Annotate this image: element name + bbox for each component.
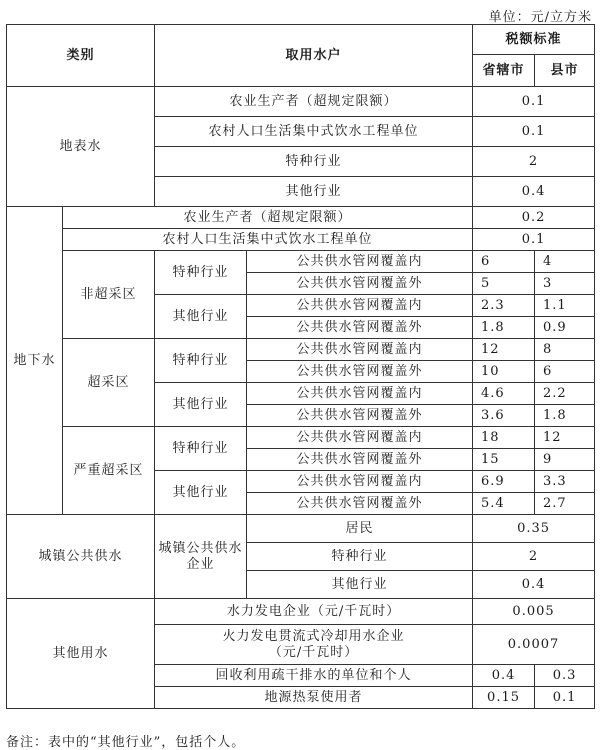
other-industry-label: 其他行业 bbox=[155, 471, 247, 515]
county-value: 2.7 bbox=[535, 493, 595, 515]
county-value: 12 bbox=[535, 427, 595, 449]
coverage-outside-label: 公共供水管网覆盖外 bbox=[247, 493, 473, 515]
surface-row-user: 农业生产者（超规定限额） bbox=[155, 87, 473, 117]
coverage-inside-label: 公共供水管网覆盖内 bbox=[247, 471, 473, 493]
province-value: 15 bbox=[473, 449, 535, 471]
province-value: 12 bbox=[473, 339, 535, 361]
province-value: 4.6 bbox=[473, 383, 535, 405]
county-value: 0.1 bbox=[535, 687, 595, 709]
groundwater-label: 地下水 bbox=[7, 207, 63, 515]
surface-row-user: 其他行业 bbox=[155, 177, 473, 207]
province-value: 18 bbox=[473, 427, 535, 449]
hydro-user: 水力发电企业（元/千瓦时） bbox=[155, 599, 473, 625]
surface-water-label: 地表水 bbox=[7, 87, 155, 207]
urban-row-value: 0.35 bbox=[473, 515, 595, 543]
county-value: 3 bbox=[535, 273, 595, 295]
province-value: 3.6 bbox=[473, 405, 535, 427]
surface-row-value: 0.1 bbox=[473, 87, 595, 117]
county-value: 4 bbox=[535, 251, 595, 273]
coverage-inside-label: 公共供水管网覆盖内 bbox=[247, 251, 473, 273]
county-value: 8 bbox=[535, 339, 595, 361]
zone-label: 超采区 bbox=[63, 339, 155, 427]
hydro-value: 0.005 bbox=[473, 599, 595, 625]
special-industry-label: 特种行业 bbox=[155, 427, 247, 471]
surface-row-user: 农村人口生活集中式饮水工程单位 bbox=[155, 117, 473, 147]
county-value: 0.9 bbox=[535, 317, 595, 339]
urban-row-value: 2 bbox=[473, 543, 595, 571]
county-value: 2.2 bbox=[535, 383, 595, 405]
county-value: 1.1 bbox=[535, 295, 595, 317]
county-value: 9 bbox=[535, 449, 595, 471]
other-use-label: 其他用水 bbox=[7, 599, 155, 709]
groundwater-row-user: 农村人口生活集中式饮水工程单位 bbox=[63, 229, 473, 251]
urban-row-user: 居民 bbox=[247, 515, 473, 543]
thermal-user-line1: 火力发电贯流式冷却用水企业 bbox=[222, 628, 405, 644]
province-value: 0.15 bbox=[473, 687, 535, 709]
coverage-inside-label: 公共供水管网覆盖内 bbox=[247, 427, 473, 449]
coverage-outside-label: 公共供水管网覆盖外 bbox=[247, 273, 473, 295]
groundwater-row-value: 0.1 bbox=[473, 229, 595, 251]
special-industry-label: 特种行业 bbox=[155, 251, 247, 295]
coverage-outside-label: 公共供水管网覆盖外 bbox=[247, 405, 473, 427]
zone-label: 严重超采区 bbox=[63, 427, 155, 515]
province-value: 10 bbox=[473, 361, 535, 383]
thermal-user-line2: （元/千瓦时） bbox=[268, 644, 359, 660]
header-category: 类别 bbox=[7, 25, 155, 87]
province-value: 6 bbox=[473, 251, 535, 273]
province-value: 5 bbox=[473, 273, 535, 295]
coverage-outside-label: 公共供水管网覆盖外 bbox=[247, 317, 473, 339]
groundwater-row-user: 农业生产者（超规定限额） bbox=[63, 207, 473, 229]
special-industry-label: 特种行业 bbox=[155, 339, 247, 383]
surface-row-value: 0.4 bbox=[473, 177, 595, 207]
province-value: 2.3 bbox=[473, 295, 535, 317]
header-tax-standard: 税额标准 bbox=[473, 25, 595, 55]
county-value: 0.3 bbox=[535, 665, 595, 687]
heatpump-user: 地源热泵使用者 bbox=[155, 687, 473, 709]
county-value: 6 bbox=[535, 361, 595, 383]
zone-label: 非超采区 bbox=[63, 251, 155, 339]
province-value: 1.8 bbox=[473, 317, 535, 339]
surface-row-user: 特种行业 bbox=[155, 147, 473, 177]
surface-row-value: 0.1 bbox=[473, 117, 595, 147]
other-industry-label: 其他行业 bbox=[155, 295, 247, 339]
coverage-inside-label: 公共供水管网覆盖内 bbox=[247, 383, 473, 405]
urban-row-value: 0.4 bbox=[473, 571, 595, 599]
county-value: 3.3 bbox=[535, 471, 595, 493]
province-value: 5.4 bbox=[473, 493, 535, 515]
coverage-inside-label: 公共供水管网覆盖内 bbox=[247, 295, 473, 317]
coverage-outside-label: 公共供水管网覆盖外 bbox=[247, 361, 473, 383]
urban-row-user: 其他行业 bbox=[247, 571, 473, 599]
water-resource-tax-table bbox=[6, 24, 595, 709]
thermal-user bbox=[155, 625, 473, 665]
thermal-value: 0.0007 bbox=[473, 625, 595, 665]
urban-supply-label: 城镇公共供水 bbox=[7, 515, 155, 599]
coverage-inside-label: 公共供水管网覆盖内 bbox=[247, 339, 473, 361]
other-industry-label: 其他行业 bbox=[155, 383, 247, 427]
coverage-outside-label: 公共供水管网覆盖外 bbox=[247, 449, 473, 471]
urban-enterprise-label: 城镇公共供水企业 bbox=[155, 515, 247, 599]
header-province-city: 省辖市 bbox=[473, 55, 535, 87]
drainage-user: 回收利用疏干排水的单位和个人 bbox=[155, 665, 473, 687]
surface-row-value: 2 bbox=[473, 147, 595, 177]
header-user: 取用水户 bbox=[155, 25, 473, 87]
province-value: 6.9 bbox=[473, 471, 535, 493]
header-county-city: 县市 bbox=[535, 55, 595, 87]
county-value: 1.8 bbox=[535, 405, 595, 427]
province-value: 0.4 bbox=[473, 665, 535, 687]
urban-row-user: 特种行业 bbox=[247, 543, 473, 571]
table-note: 备注：表中的“其他行业”，包括个人。 bbox=[6, 735, 246, 750]
unit-label: 单位：元/立方米 bbox=[488, 10, 592, 25]
groundwater-row-value: 0.2 bbox=[473, 207, 595, 229]
